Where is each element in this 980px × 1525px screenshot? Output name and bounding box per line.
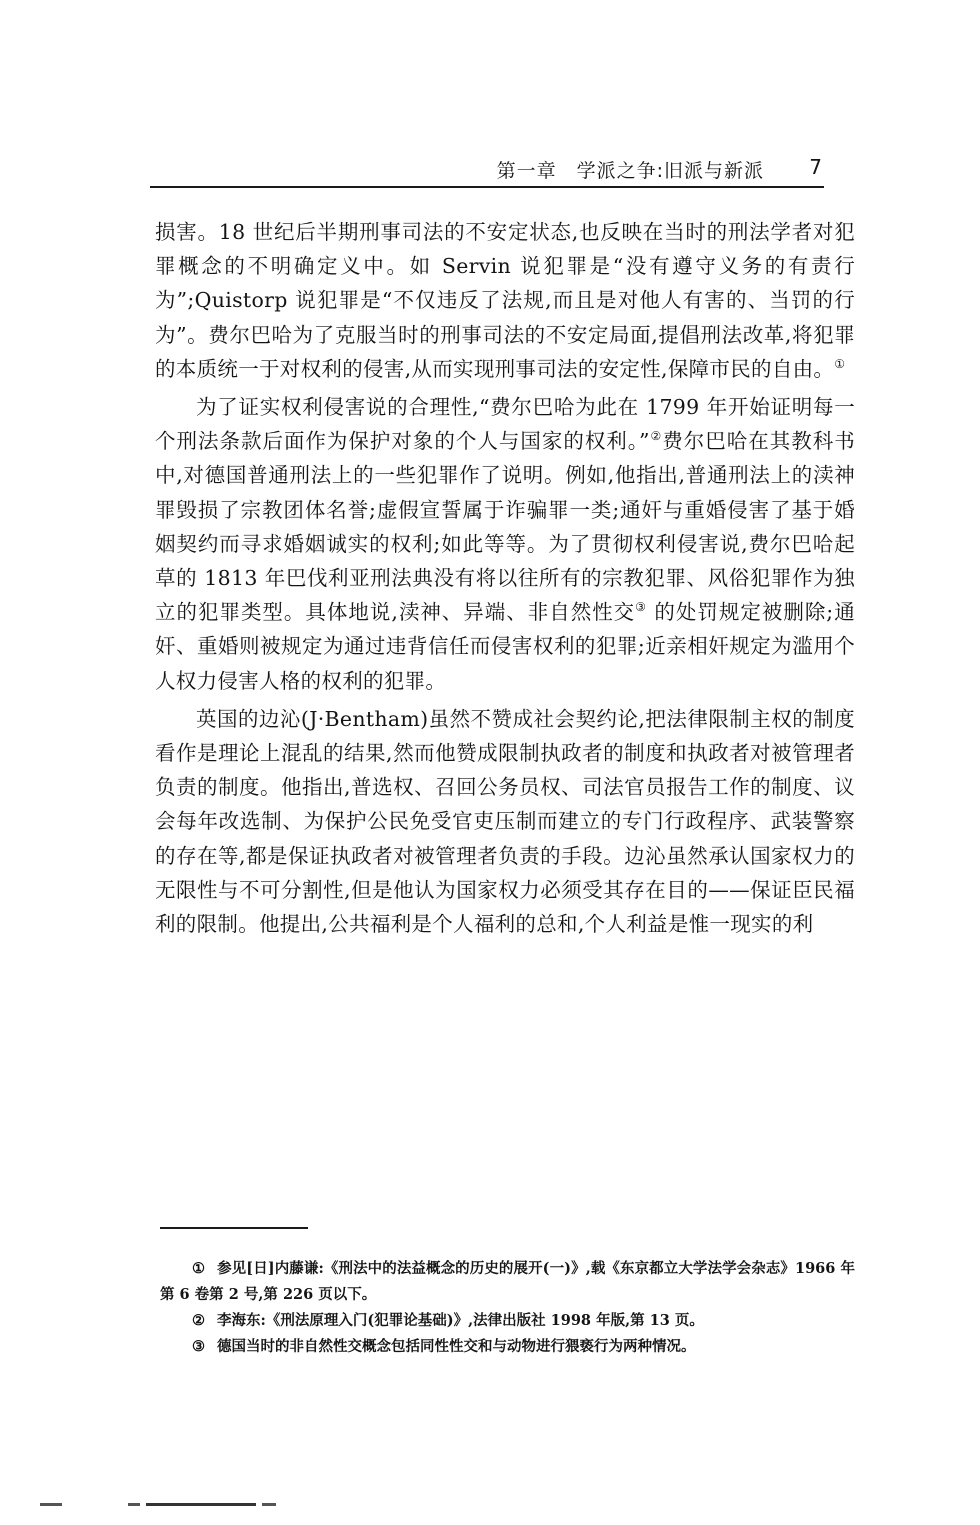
paragraph-3 [155, 702, 855, 941]
footnote-2 [160, 1308, 855, 1334]
footnote-text-3: 德国当时的非自然性交概念包括同性性交和与动物进行猥亵行为两种情况。 [217, 1338, 696, 1355]
scan-artifact [40, 1503, 280, 1507]
footnote-1 [160, 1256, 855, 1308]
footnote-3 [160, 1334, 855, 1360]
footnote-ref-2[interactable]: ② [649, 429, 663, 444]
paragraph-2-text-cont: 费尔巴哈在其教科书中,对德国普通刑法上的一些犯罪作了说明。例如,他指出,普通刑法上的渎神罪毁损了宗教团体名誉;虚假宣誓属于诈骗罪一类;通奸与重婚侵害了基于婚姻契约而寻求婚姻诚实的权利;如此等等。为了贯彻权利侵害说,费尔巴哈起草的 1813 年巴伐利亚刑法典没有将以往所有的宗教犯罪、风俗犯罪作为独立的犯罪类型。具体地说,渎神、异端、非自然性交 [155, 429, 856, 625]
footnote-mark-3: ③ [192, 1338, 205, 1355]
paragraph-2-text-end: 的处罚规定被删除;通奸、重婚则被规定为通过违背信任而侵害权利的犯罪;近亲相奸规定为滥用个人权力侵害人格的权利的犯罪。 [155, 600, 855, 693]
page-number: 7 [809, 155, 822, 179]
footnote-text-1: 参见[日]内藤谦:《刑法中的法益概念的历史的展开(一)》,载《东京都立大学法学会杂志》1966 年第 6 卷第 2 号,第 226 页以下。 [160, 1260, 855, 1303]
running-header [150, 150, 824, 188]
chapter-title: 第一章 学派之争:旧派与新派 [496, 160, 764, 182]
footnotes [160, 1256, 855, 1360]
body-text [155, 215, 855, 945]
paragraph-1-text: 损害。18 世纪后半期刑事司法的不安定状态,也反映在当时的刑法学者对犯罪概念的不明确定义中。如 Servin 说犯罪是“没有遵守义务的有责行为”;Quistorp 说犯罪是“不仅违反了法规,而且是对他人有害的、当罚的行为”。费尔巴哈为了克服当时的刑事司法的不安定局面,提倡刑法改革,将犯罪的本质统一于对权利的侵害,从而实现刑事司法的安定性,保障市民的自由。 [155, 220, 855, 381]
footnote-text-2: 李海东:《刑法原理入门(犯罪论基础)》,法律出版社 1998 年版,第 13 页。 [217, 1312, 704, 1329]
paragraph-2-text: 为了证实权利侵害说的合理性,“费尔巴哈为此在 1799 年开始证明每一个刑法条款后面作为保护对象的个人与国家的权利。” [155, 395, 855, 454]
footnote-ref-3[interactable]: ③ [635, 600, 647, 615]
footnote-divider [160, 1227, 308, 1229]
footnote-mark-1: ① [192, 1260, 205, 1277]
footnote-ref-1[interactable]: ① [834, 356, 846, 371]
paragraph-1 [155, 215, 855, 386]
paragraph-3-text: 英国的边沁(J·Bentham)虽然不赞成社会契约论,把法律限制主权的制度看作是理论上混乱的结果,然而他赞成限制执政者的制度和执政者对被管理者负责的制度。他指出,普选权、召回公务员权、司法官员报告工作的制度、议会每年改选制、为保护公民免受官吏压制而建立的专门行政程序、武装警察的存在等,都是保证执政者对被管理者负责的手段。边沁虽然承认国家权力的无限性与不可分割性,但是他认为国家权力必须受其存在目的——保证臣民福利的限制。他提出,公共福利是个人福利的总和,个人利益是惟一现实的利 [155, 706, 855, 937]
paragraph-2 [155, 390, 855, 698]
footnote-mark-2: ② [192, 1312, 205, 1329]
